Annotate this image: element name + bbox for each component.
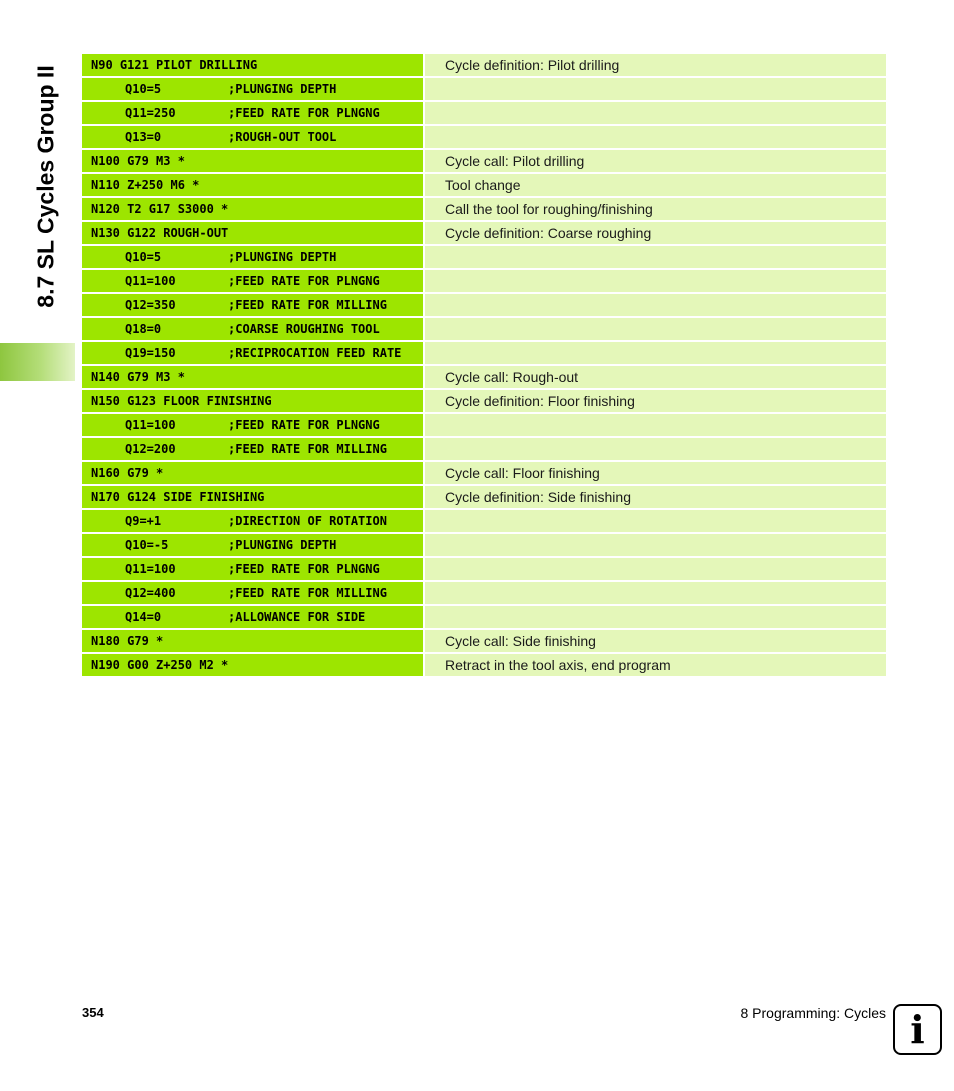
info-icon: i [893, 1004, 942, 1055]
table-row [82, 102, 886, 124]
parameter-cell [82, 318, 423, 340]
table-row [82, 198, 886, 220]
table-row [82, 534, 886, 556]
table-row [82, 654, 886, 676]
parameter-comment: ;FEED RATE FOR PLNGNG [228, 418, 380, 432]
parameter-cell [82, 270, 423, 292]
parameter-value: Q11=250 [125, 106, 176, 120]
parameter-comment: ;ALLOWANCE FOR SIDE [228, 610, 366, 624]
description-cell [425, 558, 886, 580]
description-cell [425, 510, 886, 532]
parameter-comment: ;PLUNGING DEPTH [228, 250, 337, 264]
table-row [82, 246, 886, 268]
parameter-cell [82, 582, 423, 604]
table-row [82, 414, 886, 436]
parameter-comment: ;FEED RATE FOR PLNGNG [228, 562, 380, 576]
parameter-cell [82, 558, 423, 580]
parameter-cell [82, 102, 423, 124]
table-row [82, 318, 886, 340]
table-row [82, 270, 886, 292]
table-row [82, 126, 886, 148]
parameter-value: Q12=400 [125, 586, 176, 600]
description-cell [425, 606, 886, 628]
parameter-comment: ;DIRECTION OF ROTATION [228, 514, 387, 528]
chapter-tab-marker [0, 343, 75, 381]
nc-block-cell: N100 G79 M3 * [82, 150, 423, 172]
table-row [82, 606, 886, 628]
program-table [82, 54, 886, 678]
nc-block-cell: N190 G00 Z+250 M2 * [82, 654, 423, 676]
parameter-comment: ;FEED RATE FOR MILLING [228, 298, 387, 312]
table-row [82, 558, 886, 580]
description-cell: Cycle call: Side finishing [425, 630, 886, 652]
description-cell: Cycle definition: Floor finishing [425, 390, 886, 412]
description-cell [425, 294, 886, 316]
table-row [82, 174, 886, 196]
parameter-value: Q9=+1 [125, 514, 162, 528]
parameter-value: Q11=100 [125, 418, 176, 432]
table-row [82, 462, 886, 484]
parameter-value: Q11=100 [125, 562, 176, 576]
table-row [82, 150, 886, 172]
parameter-value: Q12=200 [125, 442, 176, 456]
parameter-comment: ;COARSE ROUGHING TOOL [228, 322, 380, 336]
nc-block-cell: N110 Z+250 M6 * [82, 174, 423, 196]
parameter-comment: ;RECIPROCATION FEED RATE [228, 346, 402, 360]
description-cell: Retract in the tool axis, end program [425, 654, 886, 676]
parameter-cell [82, 246, 423, 268]
parameter-comment: ;FEED RATE FOR MILLING [228, 586, 387, 600]
table-row [82, 78, 886, 100]
description-cell: Tool change [425, 174, 886, 196]
nc-block-cell: N150 G123 FLOOR FINISHING [82, 390, 423, 412]
description-cell [425, 582, 886, 604]
description-cell [425, 126, 886, 148]
description-cell [425, 246, 886, 268]
table-row [82, 342, 886, 364]
description-cell [425, 342, 886, 364]
table-row [82, 510, 886, 532]
table-row [82, 222, 886, 244]
description-cell [425, 78, 886, 100]
description-cell [425, 438, 886, 460]
parameter-value: Q18=0 [125, 322, 162, 336]
parameter-value: Q13=0 [125, 130, 162, 144]
chapter-side-title [24, 55, 68, 317]
parameter-comment: ;FEED RATE FOR PLNGNG [228, 106, 380, 120]
description-cell: Cycle call: Floor finishing [425, 462, 886, 484]
description-cell [425, 102, 886, 124]
description-cell: Cycle definition: Coarse roughing [425, 222, 886, 244]
parameter-cell [82, 78, 423, 100]
nc-block-cell: N140 G79 M3 * [82, 366, 423, 388]
nc-block-cell: N170 G124 SIDE FINISHING [82, 486, 423, 508]
nc-block-cell: N90 G121 PILOT DRILLING [82, 54, 423, 76]
description-cell [425, 414, 886, 436]
nc-block-cell: N130 G122 ROUGH-OUT [82, 222, 423, 244]
table-row [82, 438, 886, 460]
page-number: 354 [82, 1005, 104, 1020]
chapter-side-title-text: 8.7 SL Cycles Group II [32, 64, 59, 308]
parameter-value: Q10=-5 [125, 538, 169, 552]
parameter-cell [82, 414, 423, 436]
parameter-cell [82, 606, 423, 628]
parameter-value: Q10=5 [125, 82, 162, 96]
parameter-cell [82, 510, 423, 532]
nc-block-cell: N180 G79 * [82, 630, 423, 652]
parameter-cell [82, 126, 423, 148]
description-cell: Call the tool for roughing/finishing [425, 198, 886, 220]
description-cell: Cycle call: Rough-out [425, 366, 886, 388]
parameter-cell [82, 438, 423, 460]
description-cell: Cycle call: Pilot drilling [425, 150, 886, 172]
parameter-cell [82, 534, 423, 556]
table-row [82, 630, 886, 652]
nc-block-cell: N160 G79 * [82, 462, 423, 484]
parameter-comment: ;ROUGH-OUT TOOL [228, 130, 337, 144]
parameter-value: Q19=150 [125, 346, 176, 360]
table-row [82, 486, 886, 508]
description-cell [425, 270, 886, 292]
parameter-value: Q10=5 [125, 250, 162, 264]
parameter-cell [82, 294, 423, 316]
parameter-value: Q14=0 [125, 610, 162, 624]
chapter-footer: 8 Programming: Cycles [740, 1005, 886, 1021]
description-cell [425, 534, 886, 556]
parameter-comment: ;PLUNGING DEPTH [228, 82, 337, 96]
table-row [82, 54, 886, 76]
description-cell [425, 318, 886, 340]
parameter-value: Q11=100 [125, 274, 176, 288]
parameter-comment: ;FEED RATE FOR MILLING [228, 442, 387, 456]
description-cell: Cycle definition: Side finishing [425, 486, 886, 508]
parameter-comment: ;FEED RATE FOR PLNGNG [228, 274, 380, 288]
table-row [82, 294, 886, 316]
parameter-value: Q12=350 [125, 298, 176, 312]
parameter-comment: ;PLUNGING DEPTH [228, 538, 337, 552]
nc-block-cell: N120 T2 G17 S3000 * [82, 198, 423, 220]
description-cell: Cycle definition: Pilot drilling [425, 54, 886, 76]
parameter-cell [82, 342, 423, 364]
table-row [82, 390, 886, 412]
table-row [82, 366, 886, 388]
table-row [82, 582, 886, 604]
